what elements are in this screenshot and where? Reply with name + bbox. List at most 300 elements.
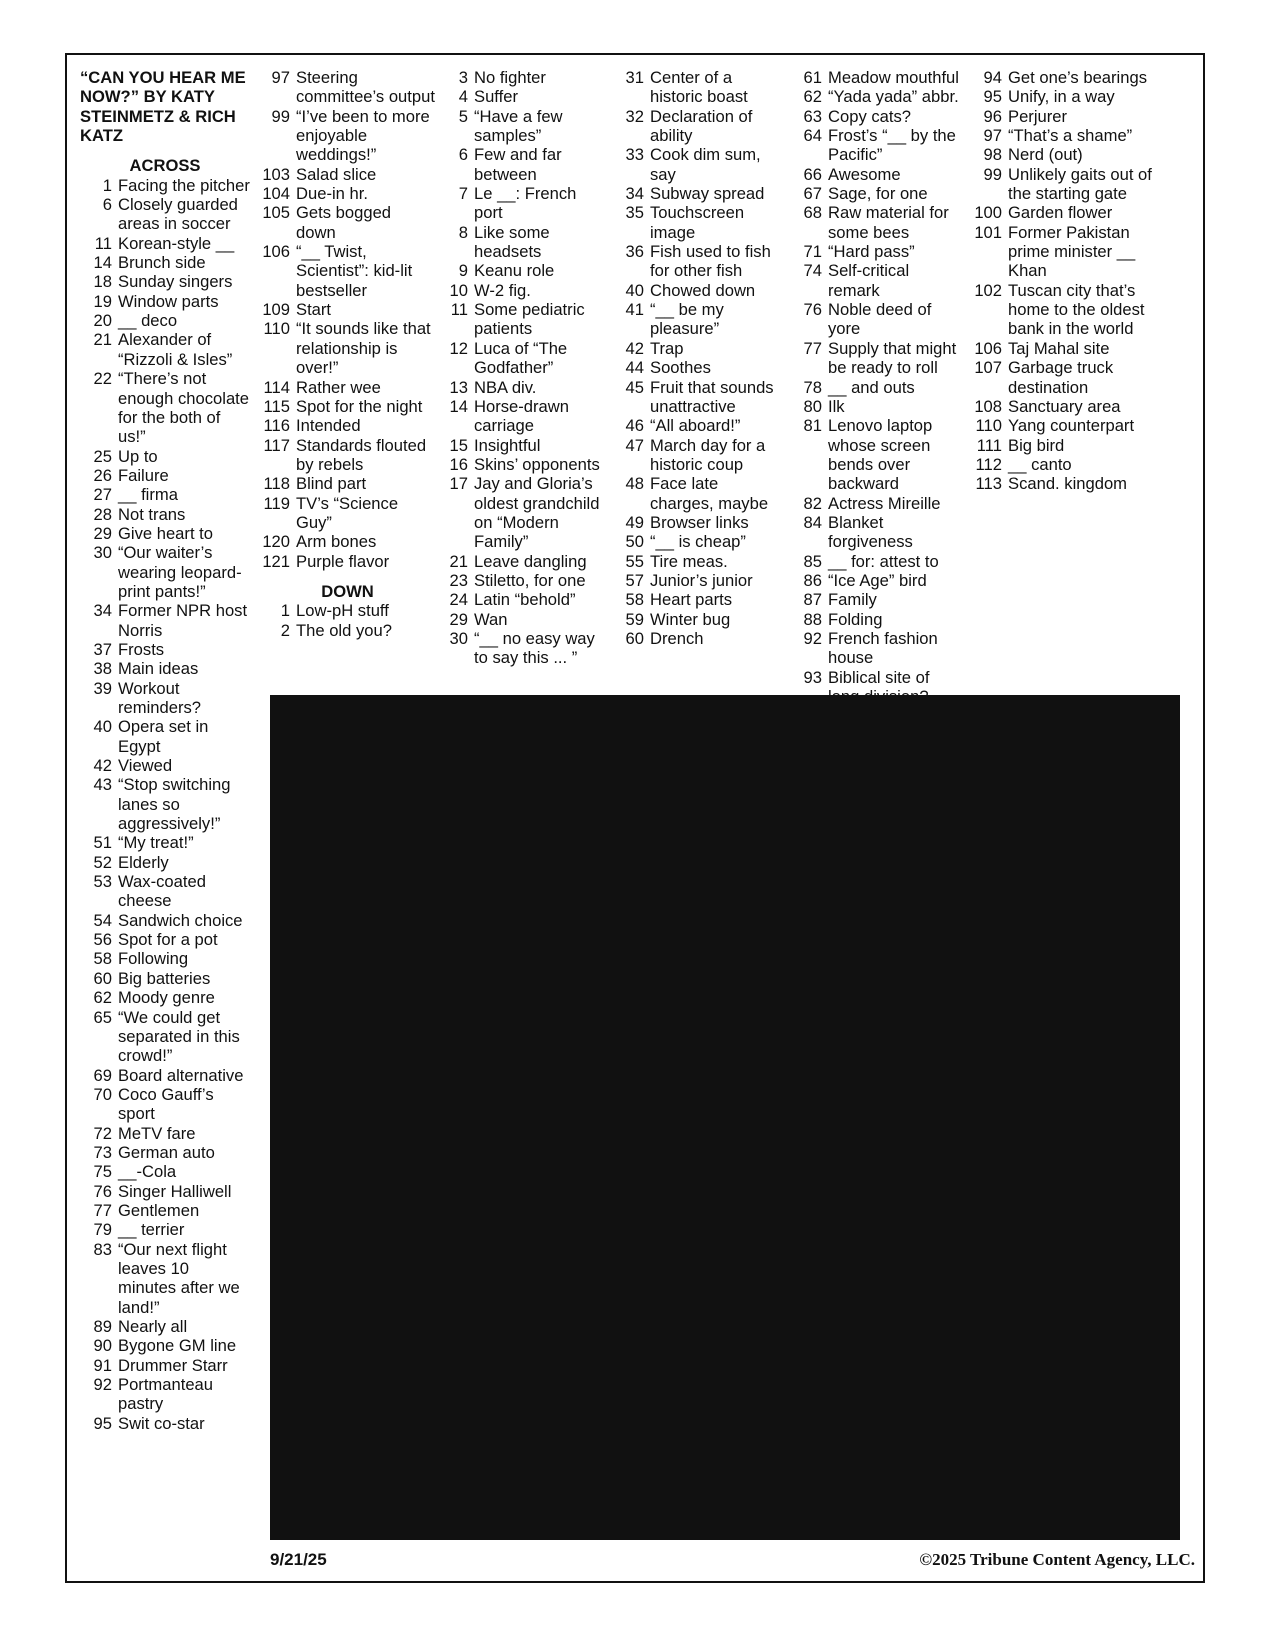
clue-number: 30	[93, 543, 112, 563]
clue	[974, 87, 1152, 106]
clue-text: “__ Twist, Scientist”: kid-lit bestseller	[296, 242, 413, 300]
clue-number: 83	[93, 1239, 112, 1259]
clue-text: Noble deed of yore	[828, 300, 932, 339]
clue-number: 53	[93, 872, 112, 892]
clue-text: Le __: French port	[474, 184, 577, 223]
clue-text: W-2 fig.	[474, 280, 531, 300]
clue	[260, 300, 435, 319]
clue	[260, 203, 435, 242]
clue-number: 77	[93, 1200, 112, 1220]
clue-text: Workout reminders?	[118, 678, 202, 717]
clue-number: 60	[625, 628, 644, 648]
clue	[260, 165, 435, 184]
clue-number: 11	[450, 300, 468, 320]
clue	[80, 775, 250, 833]
clue	[80, 253, 250, 272]
clue-text: Opera set in Egypt	[118, 717, 209, 756]
clue	[440, 339, 608, 378]
clue	[974, 68, 1152, 87]
clue-text: Awesome	[828, 164, 901, 184]
clue-text: “There’s not enough chocolate for the both of us!”	[118, 369, 250, 447]
clue-text: Scand. kingdom	[1008, 474, 1127, 494]
clue-text: __ and outs	[828, 377, 915, 397]
clue-text: __ terrier	[118, 1220, 185, 1240]
clue-number: 115	[263, 396, 290, 416]
clue-number: 5	[458, 106, 468, 126]
clue-text: __ for: attest to	[828, 551, 939, 571]
clue-number: 30	[449, 628, 468, 648]
clue	[796, 416, 964, 493]
clue	[618, 474, 786, 513]
clue	[440, 223, 608, 262]
clue-text: “All aboard!”	[650, 416, 741, 436]
clue-text: Big batteries	[118, 968, 211, 988]
clue	[80, 1008, 250, 1066]
clue-number: 106	[974, 338, 1002, 358]
clue-number: 95	[93, 1413, 112, 1433]
clue-text: Raw material for some bees	[828, 203, 949, 242]
clue	[796, 203, 964, 242]
clue-text: Biblical site of	[828, 667, 930, 687]
clue-text: __ firma	[118, 485, 178, 505]
clue	[80, 1066, 250, 1085]
clue-number: 1	[102, 175, 112, 195]
clue	[796, 242, 964, 261]
clue-text: Fruit that sounds unattractive	[650, 377, 774, 416]
clue-text: TV’s “Science Guy”	[296, 493, 399, 532]
clue	[974, 203, 1152, 222]
clue-text: March day for a historic coup	[650, 435, 766, 474]
clue-text: Former Pakistan prime minister __ Khan	[1008, 222, 1136, 281]
clue-text: Declaration of ability	[650, 106, 753, 146]
clue-number: 85	[803, 551, 822, 571]
clue	[80, 1356, 250, 1375]
clue-text: __ canto	[1008, 454, 1072, 474]
clue-number: 46	[625, 416, 644, 436]
clue-text: Not trans	[118, 504, 186, 524]
clue-text: __ deco	[118, 311, 178, 331]
clue-text: Give heart to	[118, 523, 214, 543]
clue-number: 75	[93, 1162, 112, 1182]
clue	[260, 621, 435, 640]
clue	[618, 590, 786, 609]
clue-text: Alexander of “Rizzoli & Isles”	[118, 330, 233, 369]
clue-text: French fashion house	[828, 628, 938, 668]
clue-number: 3	[458, 68, 468, 87]
clue	[80, 543, 250, 601]
clue-text: “It sounds like that relationship is over!”	[296, 319, 431, 378]
clue-number: 69	[93, 1065, 112, 1085]
clue-column-6	[974, 68, 1152, 494]
clue-text: Keanu role	[474, 261, 555, 281]
clue-text: “Our waiter’s wearing leopard-print pants!”	[118, 543, 242, 601]
clue-text: “Have a few samples”	[474, 106, 563, 146]
clue-text: “That’s a shame”	[1008, 126, 1133, 146]
clue-text: Purple flavor	[296, 551, 390, 571]
clue-column-1	[80, 68, 250, 1433]
clue-number: 40	[625, 280, 644, 300]
clue-number: 29	[449, 609, 468, 629]
clue	[796, 590, 964, 609]
clue-text: Suffer	[474, 87, 518, 107]
clue-number: 71	[803, 242, 822, 262]
clue	[796, 339, 964, 378]
clue	[974, 455, 1152, 474]
clue-number: 120	[262, 532, 290, 552]
clue-number: 51	[93, 833, 112, 853]
clue	[80, 853, 250, 872]
clue	[618, 358, 786, 377]
clue-text: Skins’ opponents	[474, 454, 600, 474]
clue-text: Up to	[118, 446, 158, 466]
clue-text: Meadow mouthful	[828, 68, 959, 87]
clue-number: 32	[625, 106, 644, 126]
clue	[260, 68, 435, 107]
clue-number: 8	[458, 222, 468, 242]
clue	[618, 68, 786, 107]
clue	[260, 494, 435, 533]
clue-number: 41	[625, 300, 644, 320]
clue	[80, 1240, 250, 1317]
clue	[80, 466, 250, 485]
clue	[80, 1085, 250, 1124]
clue	[796, 68, 964, 87]
clue-number: 109	[262, 300, 290, 320]
clue	[796, 629, 964, 668]
clue-text: Low-pH stuff	[296, 601, 389, 621]
clue-number: 12	[449, 338, 468, 358]
clue-number: 97	[983, 126, 1002, 146]
clue-text: Main ideas	[118, 659, 199, 679]
clue-text: Ilk	[828, 396, 845, 416]
clue-text: Blanket forgiveness	[828, 512, 913, 552]
puzzle-title: “CAN YOU HEAR ME NOW?” BY KATY STEINMETZ & RICH KATZ	[80, 68, 246, 146]
clue-number: 70	[93, 1084, 112, 1104]
clue-number: 39	[93, 678, 112, 698]
clue	[796, 571, 964, 590]
clue-number: 110	[263, 319, 290, 339]
clue-number: 78	[803, 377, 822, 397]
clue-text: Rather wee	[296, 377, 381, 397]
puzzle-date: 9/21/25	[270, 1550, 327, 1569]
clue-number: 111	[976, 435, 1002, 455]
clue	[440, 590, 608, 609]
clue-text: No fighter	[474, 68, 546, 87]
clue-text: Coco Gauff’s sport	[118, 1084, 214, 1124]
clue	[80, 447, 250, 466]
clue-text: Unify, in a way	[1008, 87, 1115, 107]
clue-text: Facing the pitcher	[118, 175, 250, 195]
clue-number: 47	[625, 435, 644, 455]
clue-text: Failure	[118, 465, 169, 485]
clue	[440, 397, 608, 436]
clue-text: Family	[828, 590, 877, 610]
clue-number: 27	[93, 485, 112, 505]
clue-text: Sandwich choice	[118, 910, 243, 930]
clue	[618, 107, 786, 146]
clue-text: Gets bogged down	[296, 203, 392, 242]
clue-text: Closely guarded areas in soccer	[118, 195, 238, 234]
clue	[440, 629, 608, 668]
clue-number: 50	[625, 532, 644, 552]
clue-number: 42	[93, 756, 112, 776]
clue	[80, 1414, 250, 1433]
clue-number: 114	[263, 377, 290, 397]
clue	[80, 272, 250, 291]
clue-number: 25	[93, 446, 112, 466]
clue-text: Tire meas.	[650, 551, 728, 571]
clue	[618, 571, 786, 590]
clue-number: 24	[449, 590, 468, 610]
clue-number: 98	[983, 145, 1002, 165]
clue-text: Subway spread	[650, 184, 765, 204]
clue	[618, 184, 786, 203]
clue	[260, 184, 435, 203]
clue-text: Window parts	[118, 291, 219, 311]
clue-number: 93	[803, 667, 822, 687]
clue-number: 42	[625, 338, 644, 358]
clue-text: Perjurer	[1008, 106, 1068, 126]
clue-text: Sanctuary area	[1008, 396, 1121, 416]
clue	[80, 234, 250, 253]
clue	[618, 629, 786, 648]
clue	[796, 87, 964, 106]
clue-text: Luca of “The Godfather”	[474, 338, 568, 378]
clue-text: Junior’s junior	[650, 570, 753, 590]
clue-text: Spot for the night	[296, 396, 423, 416]
clue	[974, 474, 1152, 493]
clue	[80, 1220, 250, 1239]
clue-text: MeTV fare	[118, 1123, 196, 1143]
clue-number: 92	[93, 1375, 112, 1395]
clue-number: 56	[93, 930, 112, 950]
clue-number: 11	[94, 233, 112, 253]
clue	[440, 300, 608, 339]
clue-number: 84	[803, 512, 822, 532]
clue	[796, 610, 964, 629]
clue-text: “__ no easy way to say this ... ”	[474, 628, 595, 668]
clue-number: 52	[93, 852, 112, 872]
clue-number: 63	[803, 106, 822, 126]
clue	[796, 184, 964, 203]
clue-number: 74	[803, 261, 822, 281]
clue	[440, 474, 608, 551]
clue	[80, 195, 250, 234]
clue-number: 60	[93, 968, 112, 988]
clue-number: 21	[449, 551, 468, 571]
clue-column-3	[440, 68, 608, 668]
clue-text: Frosts	[118, 639, 165, 659]
clue-text: Fish used to fish for other fish	[650, 242, 771, 281]
clue-text: Big bird	[1008, 435, 1065, 455]
clue	[440, 436, 608, 455]
clue-number: 107	[974, 358, 1002, 378]
clue	[80, 833, 250, 852]
clue-text: “Our next flight leaves 10 minutes after we land!”	[118, 1239, 240, 1317]
clue-number: 102	[974, 280, 1002, 300]
clue-text: __-Cola	[118, 1162, 177, 1182]
clue-number: 34	[625, 184, 644, 204]
clue-number: 94	[983, 68, 1002, 87]
down-header: DOWN	[321, 581, 374, 601]
clue	[80, 176, 250, 195]
clue-number: 36	[625, 242, 644, 262]
clue-number: 6	[102, 195, 112, 215]
clue	[260, 242, 435, 300]
clue-text: Latin “behold”	[474, 590, 576, 610]
clue-number: 14	[449, 396, 468, 416]
clue-number: 1	[280, 601, 290, 621]
clue	[440, 571, 608, 590]
clue-number: 59	[625, 609, 644, 629]
clue	[80, 949, 250, 968]
clue-number: 65	[93, 1007, 112, 1027]
clue	[80, 311, 250, 330]
clue	[440, 107, 608, 146]
clue	[796, 165, 964, 184]
clue	[80, 369, 250, 446]
clue-text: Blind part	[296, 474, 367, 494]
clue	[80, 1375, 250, 1414]
clue-number: 17	[449, 474, 468, 494]
clue	[796, 300, 964, 339]
clue-number: 13	[449, 377, 468, 397]
clue	[80, 292, 250, 311]
clue-text: “We could get separated in this crowd!”	[118, 1007, 240, 1066]
clue	[260, 397, 435, 416]
clue	[796, 494, 964, 513]
clue-text: Copy cats?	[828, 106, 912, 126]
clue-text: Sunday singers	[118, 272, 233, 292]
clue-text: Actress Mireille	[828, 493, 941, 513]
clue	[974, 397, 1152, 416]
across-header: ACROSS	[129, 156, 201, 176]
clue-text: Nearly all	[118, 1317, 188, 1336]
clue	[796, 513, 964, 552]
clue-text: “__ is cheap”	[650, 532, 746, 552]
clue	[618, 552, 786, 571]
clue	[974, 165, 1152, 204]
clue-number: 61	[803, 68, 822, 87]
clue	[618, 532, 786, 551]
clue-number: 99	[983, 164, 1002, 184]
clue	[80, 1143, 250, 1162]
clue-text: Unlikely gaits out of the starting gate	[1008, 164, 1152, 204]
clue-number: 76	[93, 1181, 112, 1201]
clue-text: Brunch side	[118, 253, 206, 273]
clue	[974, 145, 1152, 164]
clue	[80, 717, 250, 756]
clue-number: 40	[93, 717, 112, 737]
clue-text: Self-critical remark	[828, 261, 910, 300]
clue-text: Viewed	[118, 756, 173, 776]
clue	[440, 145, 608, 184]
clue	[80, 988, 250, 1007]
clue-number: 26	[93, 465, 112, 485]
clue-number: 97	[271, 68, 290, 87]
clue-number: 33	[625, 145, 644, 165]
clue-text: Garden flower	[1008, 203, 1113, 223]
clue-text: Wan	[474, 609, 508, 629]
clue-text: Portmanteau pastry	[118, 1375, 214, 1414]
clue-number: 72	[93, 1123, 112, 1143]
clue-number: 49	[625, 512, 644, 532]
clue-text: Face late charges, maybe	[650, 474, 769, 513]
clue-text: Arm bones	[296, 532, 377, 552]
clue	[260, 436, 435, 475]
clue-text: Soothes	[650, 358, 711, 378]
clue	[618, 610, 786, 629]
clue-text: Following	[118, 949, 189, 969]
clue-text: Drench	[650, 628, 704, 648]
clue-column-2	[260, 68, 435, 640]
clue-text: Heart parts	[650, 590, 733, 610]
clue-text: Supply that might be ready to roll	[828, 338, 957, 378]
clue-number: 76	[803, 300, 822, 320]
clue	[80, 1162, 250, 1181]
clue	[260, 378, 435, 397]
clue-text: Nerd (out)	[1008, 145, 1083, 165]
clue	[796, 126, 964, 165]
clue-text: Start	[296, 300, 332, 320]
clue-number: 28	[93, 504, 112, 524]
clue-text: Board alternative	[118, 1065, 244, 1085]
clue-text: Due-in hr.	[296, 184, 368, 204]
clue-text: Winter bug	[650, 609, 731, 629]
clue	[80, 505, 250, 524]
clue-text: Garbage truck destination	[1008, 358, 1114, 397]
clue	[80, 330, 250, 369]
clue-text: Singer Halliwell	[118, 1181, 232, 1201]
clue-number: 38	[93, 659, 112, 679]
clue-text: Get one’s bearings	[1008, 68, 1147, 87]
clue	[974, 107, 1152, 126]
clue-number: 9	[458, 261, 468, 281]
clue-number: 99	[271, 106, 290, 126]
clue-text: Standards flouted by rebels	[296, 435, 427, 474]
clue	[80, 1182, 250, 1201]
clue-number: 7	[458, 184, 468, 204]
clue	[80, 679, 250, 718]
clue-text: Chowed down	[650, 280, 756, 300]
clue-text: Taj Mahal site	[1008, 338, 1110, 358]
clue-text: Trap	[650, 338, 684, 358]
clue	[618, 416, 786, 435]
clue-text: Horse-drawn carriage	[474, 396, 569, 436]
clue-number: 23	[449, 570, 468, 590]
clue	[440, 184, 608, 223]
clue-number: 88	[803, 609, 822, 629]
clue	[618, 436, 786, 475]
clue-number: 57	[625, 570, 644, 590]
clue	[80, 911, 250, 930]
clue	[80, 1124, 250, 1143]
clue-number: 62	[803, 87, 822, 107]
clue-number: 73	[93, 1142, 112, 1162]
clue	[440, 455, 608, 474]
clue-text: Browser links	[650, 512, 749, 532]
clue-text: “Yada yada” abbr.	[828, 87, 959, 107]
clue-number: 117	[263, 435, 290, 455]
clue-text: Center of a historic boast	[650, 68, 748, 107]
clue-number: 58	[93, 949, 112, 969]
clue-number: 113	[975, 474, 1002, 494]
clue	[796, 107, 964, 126]
clue-number: 45	[625, 377, 644, 397]
clue-number: 55	[625, 551, 644, 571]
clue-number: 92	[803, 628, 822, 648]
clue-text: Frost’s “__ by the Pacific”	[828, 126, 956, 165]
